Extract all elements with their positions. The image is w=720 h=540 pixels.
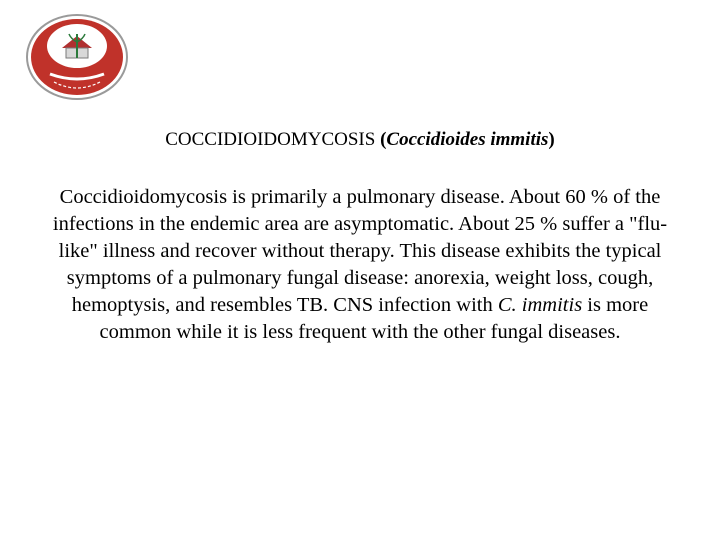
paragraph-text-part2: is more common while it is less frequent with the other fungal diseases. — [99, 294, 649, 343]
paragraph-species-name: C. immitis — [497, 294, 583, 316]
slide-title — [0, 128, 720, 152]
title-open-paren: ( — [375, 129, 387, 150]
paragraph-text-part1: Coccidioidomycosis is primarily a pulmonary disease. About 60 % of the infections in the endemic area are asymptomatic. About 25 % suffer a "flu-like" illness and recover without therapy. This disease exhibits the typical symptoms of a pulmonary fungal disease: anorexia, weight loss, cough, hemoptysis, and resembles TB. CNS infection with — [52, 186, 668, 316]
university-seal-icon — [24, 12, 130, 102]
body-paragraph — [50, 184, 670, 346]
title-disease-name: COCCIDIOIDOMYCOSIS — [165, 129, 376, 150]
title-close-paren: ) — [548, 129, 555, 150]
title-scientific-name: Coccidioides immitis — [386, 129, 549, 150]
